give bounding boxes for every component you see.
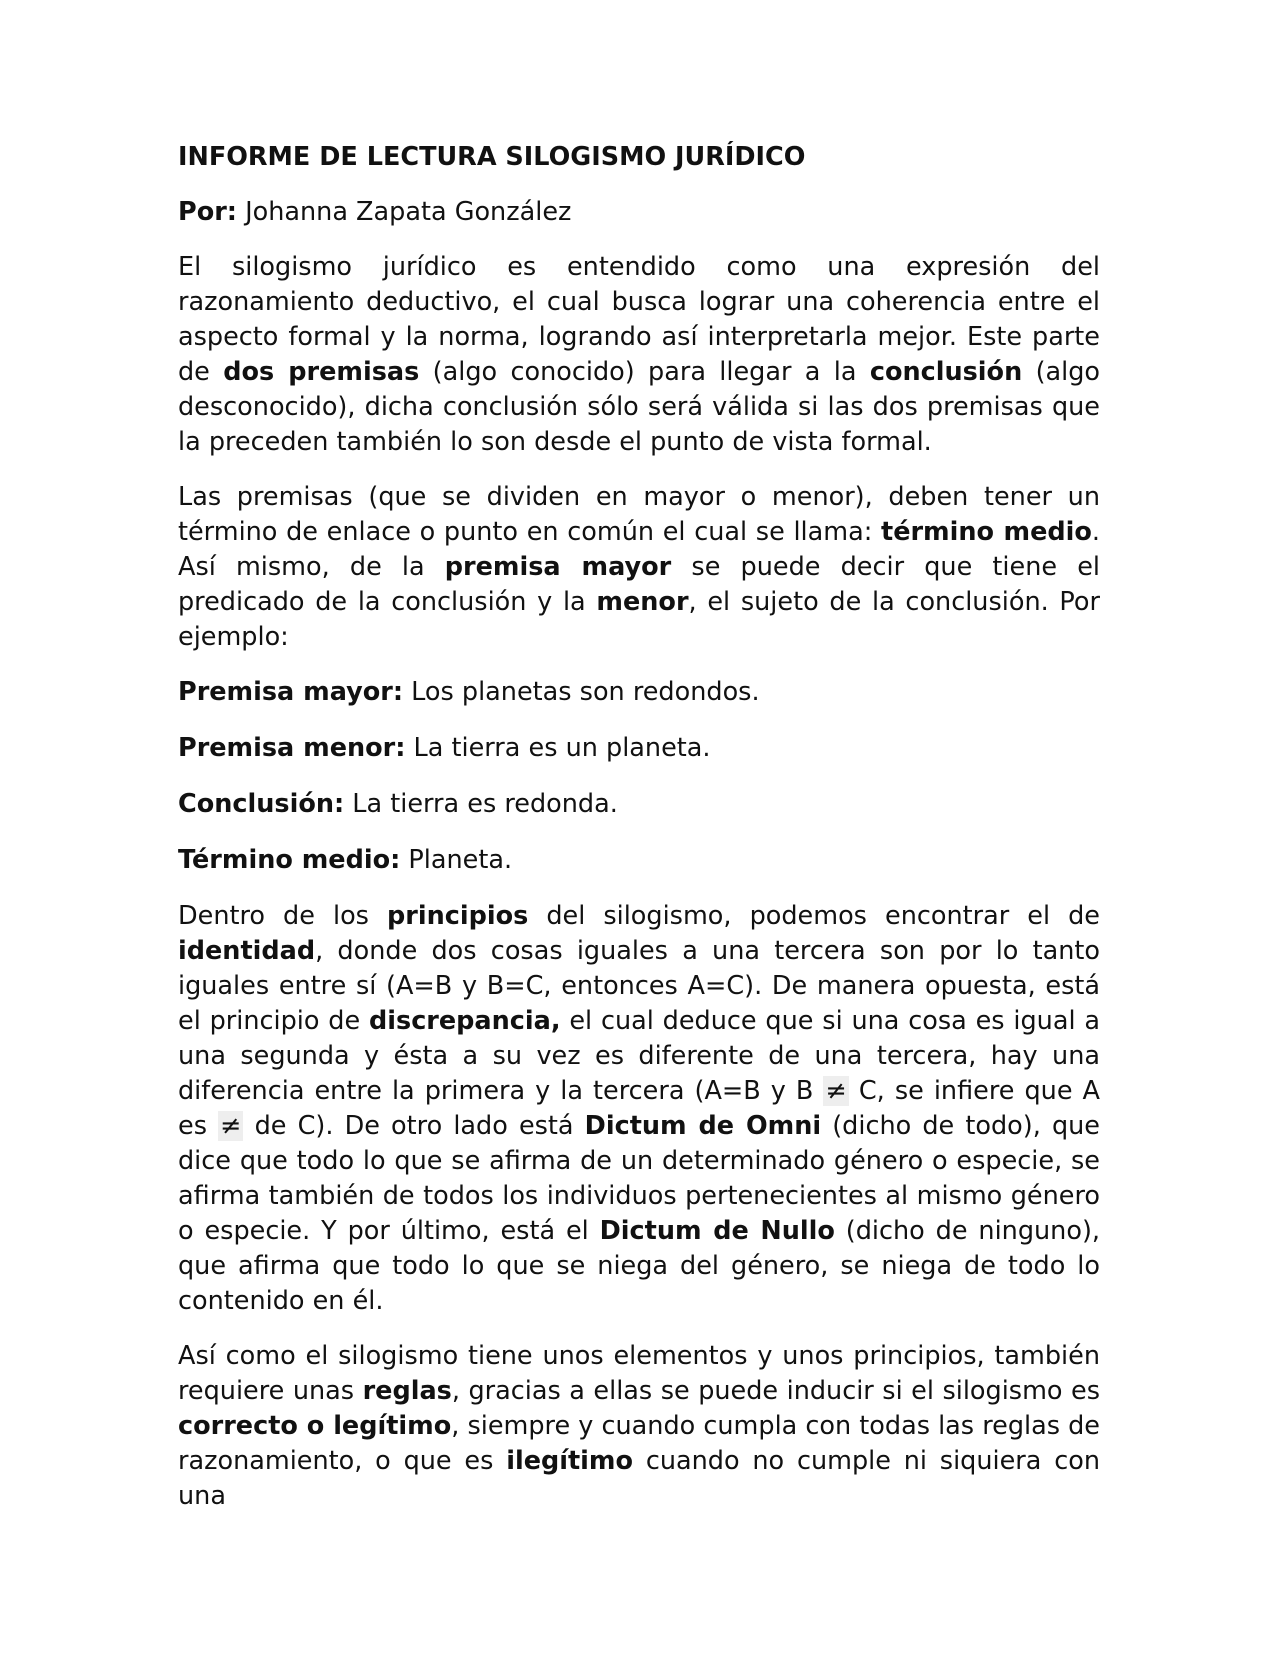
example-label: Término medio: (178, 845, 401, 875)
bold-term: Dictum de Nullo (599, 1216, 835, 1246)
author-name: Johanna Zapata González (245, 197, 572, 227)
paragraph-text: El silogismo jurídico es entendido como una expresión del razonamiento deductivo, el cual busca lograr una coherencia entre el aspecto formal y la norma, logrando así interpretarla mejor. Este parte de (178, 252, 1100, 387)
bold-term: premisa mayor (444, 552, 672, 582)
paragraph-text: (algo conocido) para llegar a la (419, 357, 870, 387)
bold-term: Dictum de Omni (584, 1111, 822, 1141)
paragraph-text: C, se infiere que A es (178, 1076, 1100, 1141)
example-text: La tierra es un planeta. (405, 733, 711, 763)
paragraph-rules (178, 1339, 1100, 1514)
paragraph-text: (dicho de ninguno), que afirma que todo lo que se niega del género, se niega de todo lo contenido en él. (178, 1216, 1100, 1316)
bold-term: principios (387, 901, 529, 931)
example-label: Premisa mayor: (178, 677, 404, 707)
paragraph-text: cuando no cumple ni siquiera con una (178, 1446, 1100, 1511)
paragraph-text: , gracias a ellas se puede inducir si el silogismo es (451, 1376, 1100, 1406)
paragraph-premises (178, 480, 1100, 655)
paragraph-definition (178, 250, 1100, 460)
paragraph-text: del silogismo, podemos encontrar el de (528, 901, 1100, 931)
document-title: INFORME DE LECTURA SILOGISMO JURÍDICO (178, 142, 806, 172)
paragraph-text: Así como el silogismo tiene unos elementos y unos principios, también requiere unas (178, 1341, 1100, 1406)
paragraph-text: . Así mismo, de la (178, 517, 1100, 582)
bold-term: ilegítimo (506, 1446, 634, 1476)
paragraph-text: Las premisas (que se dividen en mayor o menor), deben tener un término de enlace o punto en común el cual se llama: (178, 482, 1100, 547)
paragraph-text: (algo desconocido), dicha conclusión sólo será válida si las dos premisas que la preceden también lo son desde el punto de vista formal. (178, 357, 1101, 457)
document-body (178, 140, 1100, 1534)
example-label: Premisa menor: (178, 733, 406, 763)
author-line (178, 195, 1100, 230)
bold-term: correcto o legítimo (178, 1411, 452, 1441)
paragraph-text: el cual deduce que si una cosa es igual a una segunda y ésta a su vez es diferente de una tercera, hay una diferencia entre la primera y la tercera (A=B y B (178, 1006, 1100, 1106)
bold-term: término medio (881, 517, 1092, 547)
example-text: Los planetas son redondos. (403, 677, 760, 707)
not-equal-symbol: ≠ (220, 1111, 242, 1141)
bold-term: reglas (362, 1376, 452, 1406)
example-middle-term (178, 843, 1100, 878)
example-conclusion (178, 787, 1100, 822)
paragraph-text: , donde dos cosas iguales a una tercera son por lo tanto iguales entre sí (A=B y B=C, entonces A=C). De manera opuesta, está el principio de (178, 936, 1100, 1036)
bold-term: dos premisas (223, 357, 420, 387)
example-label: Conclusión: (178, 789, 345, 819)
paragraph-text: de C). De otro lado está (243, 1111, 585, 1141)
paragraph-principles (178, 899, 1100, 1319)
paragraph-text: , el sujeto de la conclusión. Por ejemplo: (178, 587, 1100, 652)
bold-term: conclusión (869, 357, 1023, 387)
paragraph-text: Dentro de los (178, 901, 388, 931)
bold-term: discrepancia, (369, 1006, 561, 1036)
bold-term: identidad (178, 936, 316, 966)
example-text: Planeta. (400, 845, 513, 875)
author-label: Por: (178, 197, 237, 227)
not-equal-symbol: ≠ (825, 1076, 847, 1106)
paragraph-text: se puede decir que tiene el predicado de la conclusión y la (178, 552, 1100, 617)
example-text: La tierra es redonda. (344, 789, 618, 819)
example-major-premise (178, 675, 1100, 710)
bold-term: menor (596, 587, 689, 617)
example-minor-premise (178, 731, 1100, 766)
paragraph-text: (dicho de todo), que dice que todo lo que se afirma de un determinado género o especie, se afirma también de todos los individuos pertenecientes al mismo género o especie. Y por último, está el (178, 1111, 1100, 1246)
paragraph-text: , siempre y cuando cumpla con todas las reglas de razonamiento, o que es (178, 1411, 1100, 1476)
